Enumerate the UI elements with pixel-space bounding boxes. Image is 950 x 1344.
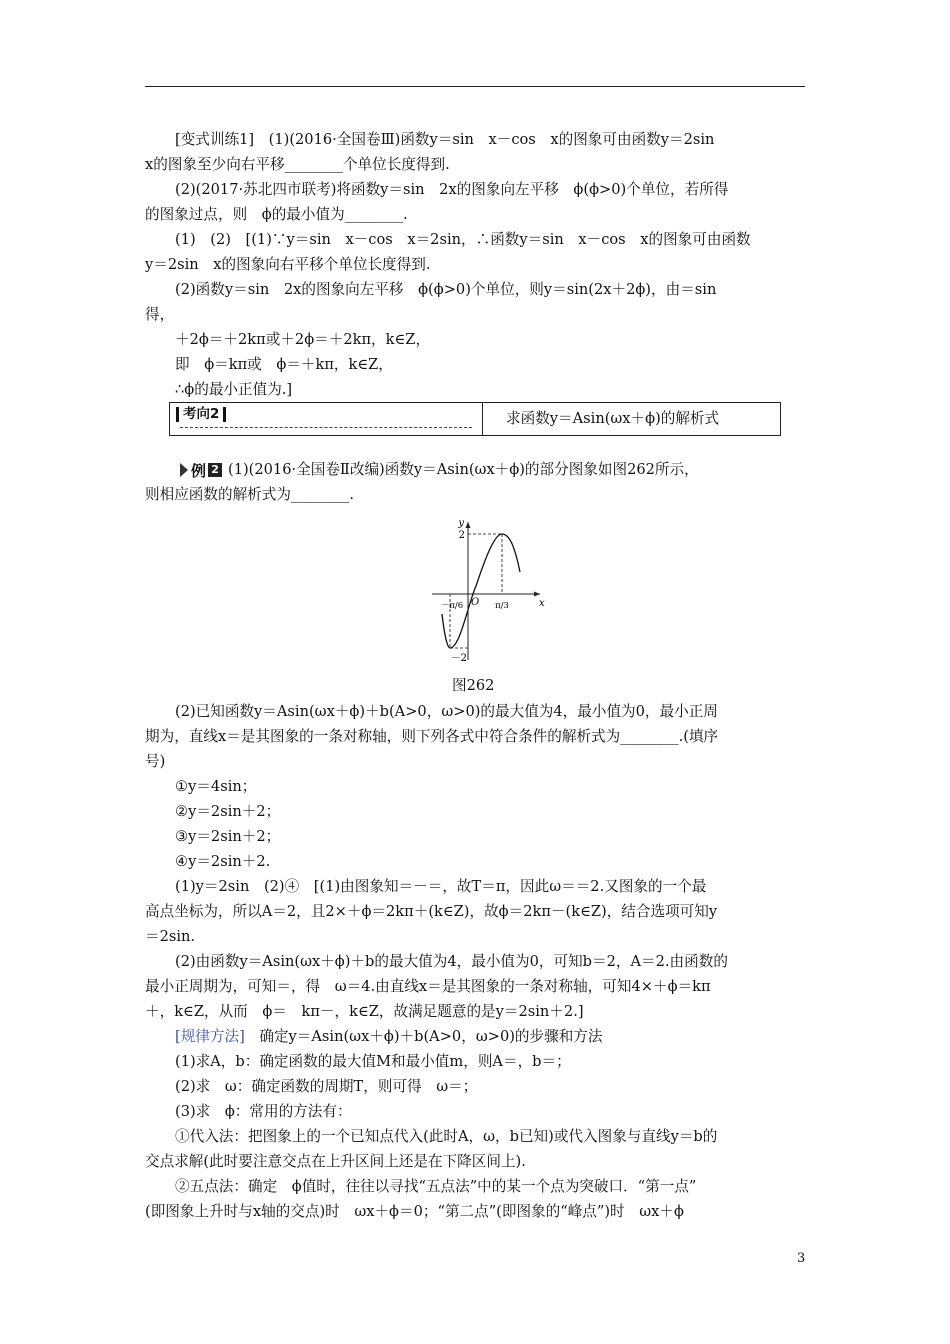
- text-line: (2)已知函数y＝Asin(ωx＋ϕ)＋b(A>0，ω>0)的最大值为4，最小值为0，最小正周: [175, 703, 718, 720]
- text-line: 得，: [145, 306, 175, 323]
- text-line: 号): [145, 753, 166, 770]
- text-line: 高点坐标为，所以A＝2，且2×＋ϕ＝2kπ＋(k∈Z)，故ϕ＝2kπ－(k∈Z)，结合选项可知y: [145, 903, 718, 920]
- text-line: (2)(2017·苏北四市联考)将函数y＝sin 2x的图象向左平移 ϕ(ϕ>0)个单位，若所得: [175, 181, 729, 198]
- figure-caption: 图262: [452, 677, 495, 694]
- x-right-label: π/3: [495, 601, 509, 611]
- text-line: ④y＝2sin＋2.: [175, 853, 271, 870]
- example-number: 2: [208, 463, 222, 477]
- dashed-line: [180, 427, 472, 428]
- y-min-label: －2: [450, 653, 467, 662]
- example-word: 例: [191, 461, 207, 480]
- x-axis-arrow-icon: [534, 592, 540, 597]
- text-line: [变式训练1] (1)(2016·全国卷Ⅲ)函数y＝sin x－cos x的图象可由函数y＝2sin: [175, 131, 715, 148]
- text-line: ①y＝4sin；: [175, 778, 257, 795]
- method-label: [规律方法]: [175, 1028, 245, 1045]
- text-line: ∴ϕ的最小正值为.]: [175, 381, 293, 398]
- kaoxiang-box: [169, 402, 781, 436]
- text-line: 的图象过点，则 ϕ的最小值为________.: [145, 206, 408, 223]
- text-line: ＋2ϕ＝＋2kπ或＋2ϕ＝＋2kπ，k∈Z，: [175, 331, 431, 348]
- kaoxiang-title: 求函数y＝Asin(ωx＋ϕ)的解析式: [506, 410, 720, 427]
- text-line: (即图象上升时与x轴的交点)时 ωx＋ϕ＝0；“第二点”(即图象的“峰点”)时 ωx＋ϕ: [145, 1203, 684, 1220]
- method-line: [175, 1027, 603, 1047]
- y-axis-arrow-icon: [466, 522, 471, 528]
- page-number: 3: [797, 1251, 806, 1266]
- header-rule: [145, 86, 805, 87]
- text-line: ②五点法：确定 ϕ值时，往往以寻找“五点法”中的某一个点为突破口．“第一点”: [175, 1178, 697, 1195]
- text-line: ＝2sin.: [145, 928, 196, 945]
- y-axis-label: y: [458, 518, 464, 529]
- text-line: ①代入法：把图象上的一个已知点代入(此时A，ω，b已知)或代入图象与直线y＝b的: [175, 1128, 718, 1145]
- sine-graph-figure: [420, 512, 550, 662]
- text-line: 最小正周期为，可知＝，得 ω＝4.由直线x＝是其图象的一条对称轴，可知4×＋ϕ＝kπ: [145, 978, 711, 995]
- text-line: 交点求解(此时要注意交点在上升区间上还是在下降区间上).: [145, 1153, 526, 1170]
- triangle-icon: [180, 463, 188, 477]
- text-line: (1)y＝2sin (2)④ [(1)由图象知＝－＝，故T＝π，因此ω＝＝2.又图象的一个最: [175, 878, 707, 895]
- method-text: 确定y＝Asin(ωx＋ϕ)＋b(A>0，ω>0)的步骤和方法: [244, 1028, 603, 1045]
- example-label: [180, 460, 222, 480]
- text-line: (1) (2) [(1)∵y＝sin x－cos x＝2sin，∴函数y＝sin x－cos x的图象可由函数: [175, 231, 751, 248]
- text-line: (2)函数y＝sin 2x的图象向左平移 ϕ(ϕ>0)个单位，则y＝sin(2x＋2ϕ)，由＝sin: [175, 281, 717, 298]
- text-line: (2)求 ω：确定函数的周期T，则可得 ω＝；: [175, 1078, 478, 1095]
- x-axis-label: x: [539, 598, 545, 609]
- text-line: x的图象至少向右平移________个单位长度得到.: [145, 156, 450, 173]
- text-line: 即 ϕ＝kπ或 ϕ＝＋kπ，k∈Z，: [175, 356, 393, 373]
- x-left-label: －π/6: [440, 601, 464, 611]
- text-line: ②y＝2sin＋2；: [175, 803, 281, 820]
- text-line: (2)由函数y＝Asin(ωx＋ϕ)＋b的最大值为4，最小值为0，可知b＝2，A＝2.由函数的: [175, 953, 728, 970]
- example-line-1: (1)(2016·全国卷Ⅱ改编)函数y＝Asin(ωx＋ϕ)的部分图象如图262所示，: [228, 461, 699, 478]
- text-line: y＝2sin x的图象向右平移个单位长度得到.: [145, 256, 431, 273]
- origin-label: O: [471, 597, 480, 608]
- example-line-2: 则相应函数的解析式为________.: [145, 486, 354, 503]
- sine-curve: [442, 534, 520, 648]
- y-max-label: 2: [458, 530, 465, 541]
- text-line: ③y＝2sin＋2；: [175, 828, 281, 845]
- text-line: (3)求 ϕ：常用的方法有：: [175, 1103, 352, 1120]
- kaoxiang-tag: 考向2: [176, 407, 226, 422]
- text-line: (1)求A，b：确定函数的最大值M和最小值m，则A＝，b＝；: [175, 1053, 571, 1070]
- kaoxiang-tag-cell: [170, 403, 483, 435]
- text-line: ＋，k∈Z，从而 ϕ＝ kπ－，k∈Z，故满足题意的是y＝2sin＋2.]: [145, 1003, 584, 1020]
- text-line: 期为，直线x＝是其图象的一条对称轴，则下列各式中符合条件的解析式为________.(填序: [145, 728, 719, 745]
